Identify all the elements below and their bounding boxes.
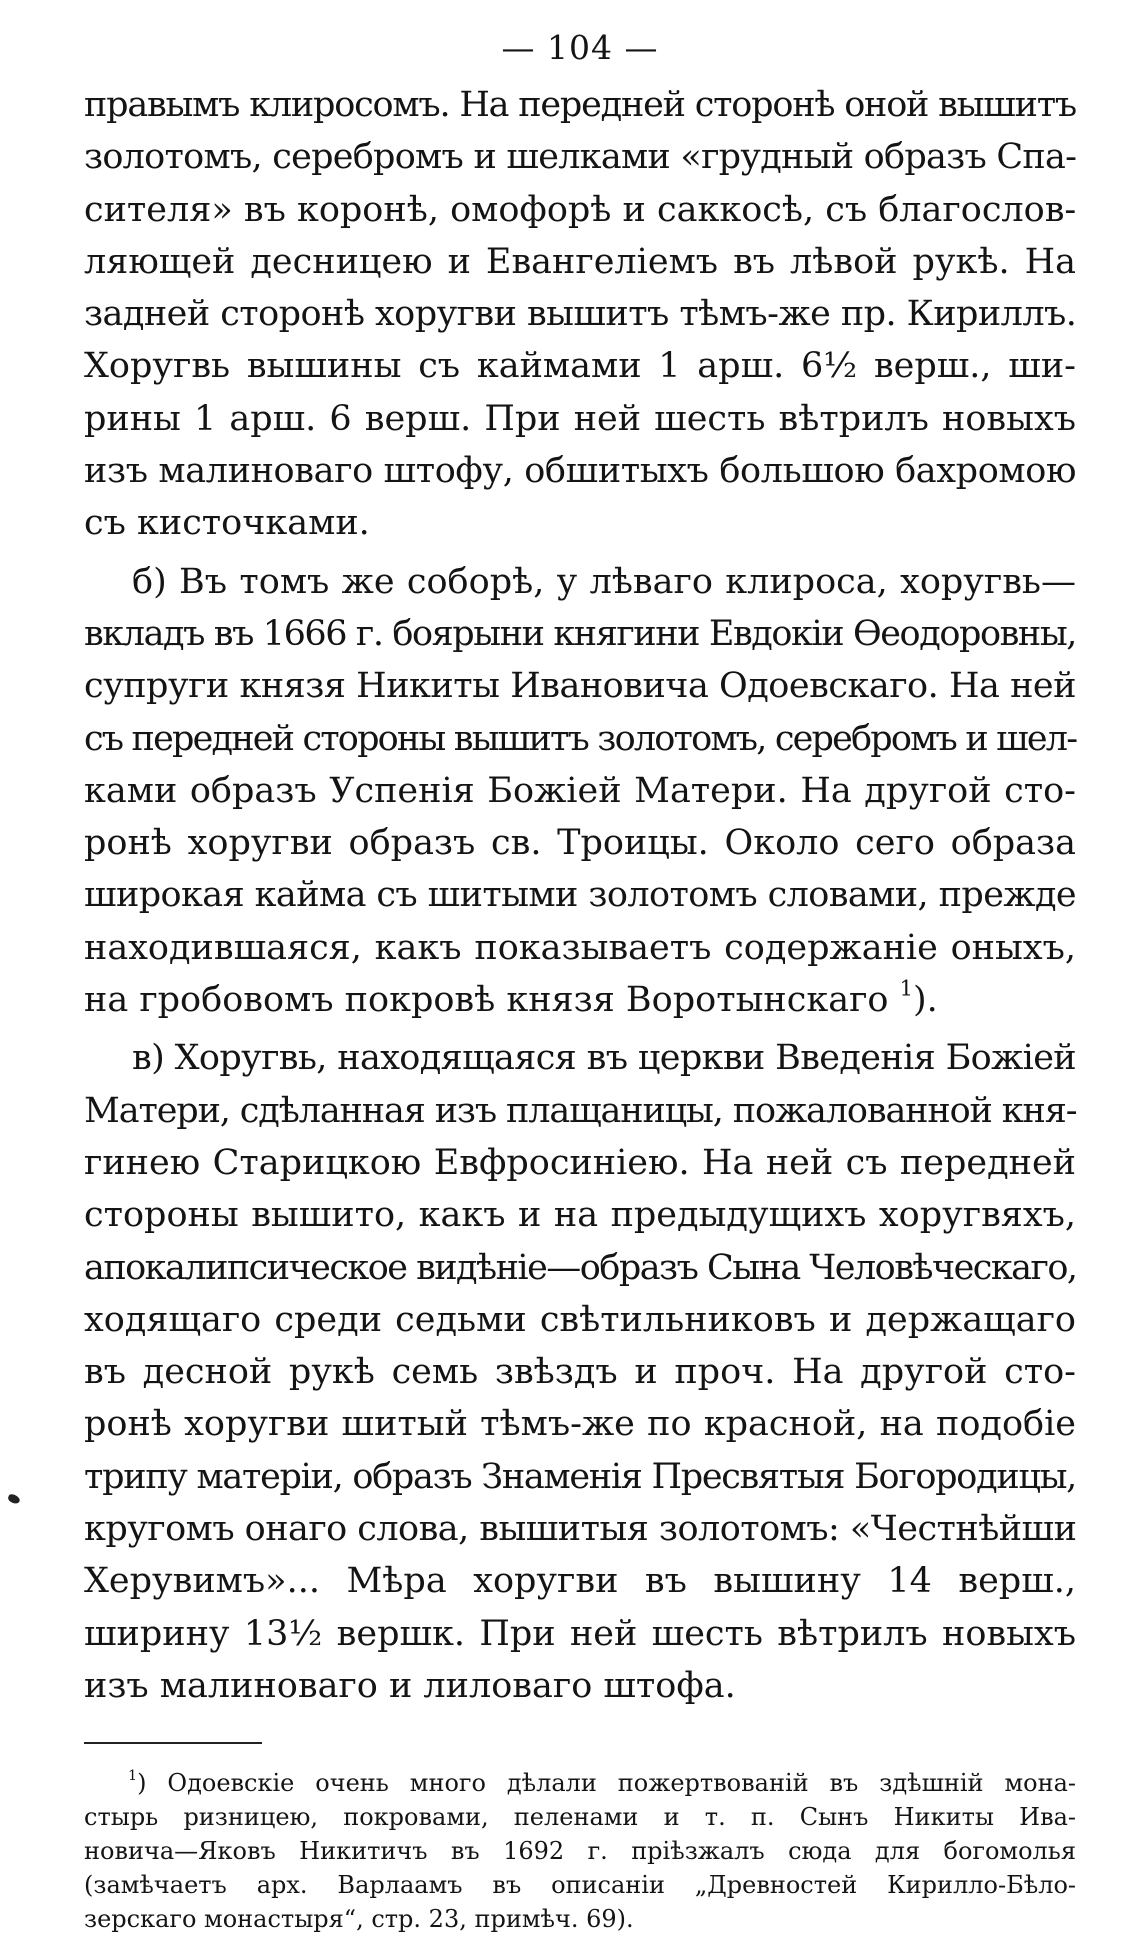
text-line: Херувимъ»... Мѣра хоругви въ вышину 14 верш., — [84, 1561, 1076, 1602]
main-text — [84, 79, 1076, 1712]
text-line: ходящаго среди седьми свѣтильниковъ и держащаго — [84, 1299, 1076, 1340]
text-line: вкладъ въ 1666 г. боярыни княгини Евдокіи Ѳеодоровны, — [84, 613, 1076, 654]
text-line: въ десной рукѣ семь звѣздъ и проч. На другой сто- — [84, 1352, 1076, 1393]
book-page — [84, 28, 1076, 1936]
text-line-content: на гробовомъ покровѣ князя Воротынскаго — [84, 980, 889, 1021]
text-line: Хоругвь вышины съ каймами 1 арш. 6½ верш., ши- — [84, 346, 1076, 387]
paragraph-a — [84, 79, 1076, 550]
text-line: задней сторонѣ хоругви вышитъ тѣмъ-же пр. Кириллъ. — [84, 294, 1077, 335]
text-line-tail: ). — [913, 980, 938, 1021]
text-line: изъ малиноваго штофу, обшитыхъ большою бахромою — [84, 451, 1077, 492]
footnote-divider — [84, 1742, 262, 1744]
footnote-line: стырь ризницею, покровами, пеленами и т. п. Сынъ Никиты Ива- — [84, 1803, 1076, 1832]
text-line: находившаяся, какъ показываетъ содержаніе оныхъ, — [84, 927, 1076, 968]
footnote-line-content: ) Одоевскіе очень много дѣлали пожертвованій въ здѣшній мона- — [137, 1769, 1076, 1798]
text-line: гинею Старицкою Евфросиніею. На ней съ передней — [84, 1142, 1076, 1183]
text-line: Матери, сдѣланная изъ плащаницы, пожалованной кня- — [84, 1090, 1077, 1131]
paragraph-c — [84, 1032, 1076, 1712]
text-line: апокалипсическое видѣніе—образъ Сына Человѣческаго, — [84, 1247, 1077, 1288]
text-line: супруги князя Никиты Ивановича Одоевскаго. На ней — [84, 666, 1076, 707]
text-line: широкая кайма съ шитыми золотомъ словами, прежде — [84, 875, 1077, 916]
ink-speck — [7, 1493, 21, 1505]
text-line: правымъ клиросомъ. На передней сторонѣ оной вышитъ — [84, 85, 1076, 125]
text-line: золотомъ, серебромъ и шелками «грудный образъ Спа- — [84, 137, 1077, 178]
paragraph-b — [84, 556, 1076, 1027]
footnote-marker: 1 — [128, 1768, 138, 1785]
text-line: трипу матеріи, образъ Знаменія Пресвятыя Богородицы, — [84, 1456, 1076, 1497]
text-line: в) Хоругвь, находящаяся въ церкви Введенія Божіей — [132, 1038, 1076, 1079]
text-line: ширину 13½ вершк. При ней шесть вѣтрилъ новыхъ — [84, 1613, 1076, 1654]
text-line: съ передней стороны вышитъ золотомъ, серебромъ и шел- — [84, 718, 1077, 759]
text-line: б) Въ томъ же соборѣ, у лѣваго клироса, хоругвь— — [132, 561, 1076, 602]
text-line: стороны вышито, какъ и на предыдущихъ хоругвяхъ, — [84, 1195, 1076, 1236]
text-line: ками образъ Успенія Божіей Матери. На другой сто- — [84, 770, 1076, 811]
footnote-line: (замѣчаетъ арх. Варлаамъ въ описаніи „Древностей Кирилло-Бѣло- — [84, 1871, 1076, 1900]
page-number: — 104 — — [501, 28, 659, 67]
text-line: ляющей десницею и Евангеліемъ въ лѣвой рукѣ. На — [84, 241, 1076, 282]
text-line: сителя» въ коронѣ, омофорѣ и саккосѣ, съ благослов- — [84, 189, 1077, 230]
text-line: рины 1 арш. 6 верш. При ней шесть вѣтрилъ новыхъ — [84, 398, 1076, 439]
footnote-line: зерскаго монастыря“, стр. 23, примѣч. 69). — [84, 1905, 634, 1934]
footnote-line — [84, 1766, 1076, 1800]
footnote — [84, 1766, 1076, 1936]
text-line — [84, 974, 1076, 1026]
text-line: ронѣ хоругви шитый тѣмъ-же по красной, на подобіе — [84, 1404, 1076, 1445]
footnote-reference: 1 — [899, 976, 914, 1001]
footnote-line: новича—Яковъ Никитичъ въ 1692 г. пріѣзжалъ сюда для богомолья — [84, 1837, 1076, 1866]
text-line: кругомъ онаго слова, вышитыя золотомъ: «Честнѣйши — [84, 1509, 1077, 1550]
text-line: изъ малиноваго и лиловаго штофа. — [84, 1665, 736, 1706]
text-line: ронѣ хоругви образъ св. Троицы. Около сего образа — [84, 823, 1076, 864]
text-line: съ кисточками. — [84, 503, 370, 544]
